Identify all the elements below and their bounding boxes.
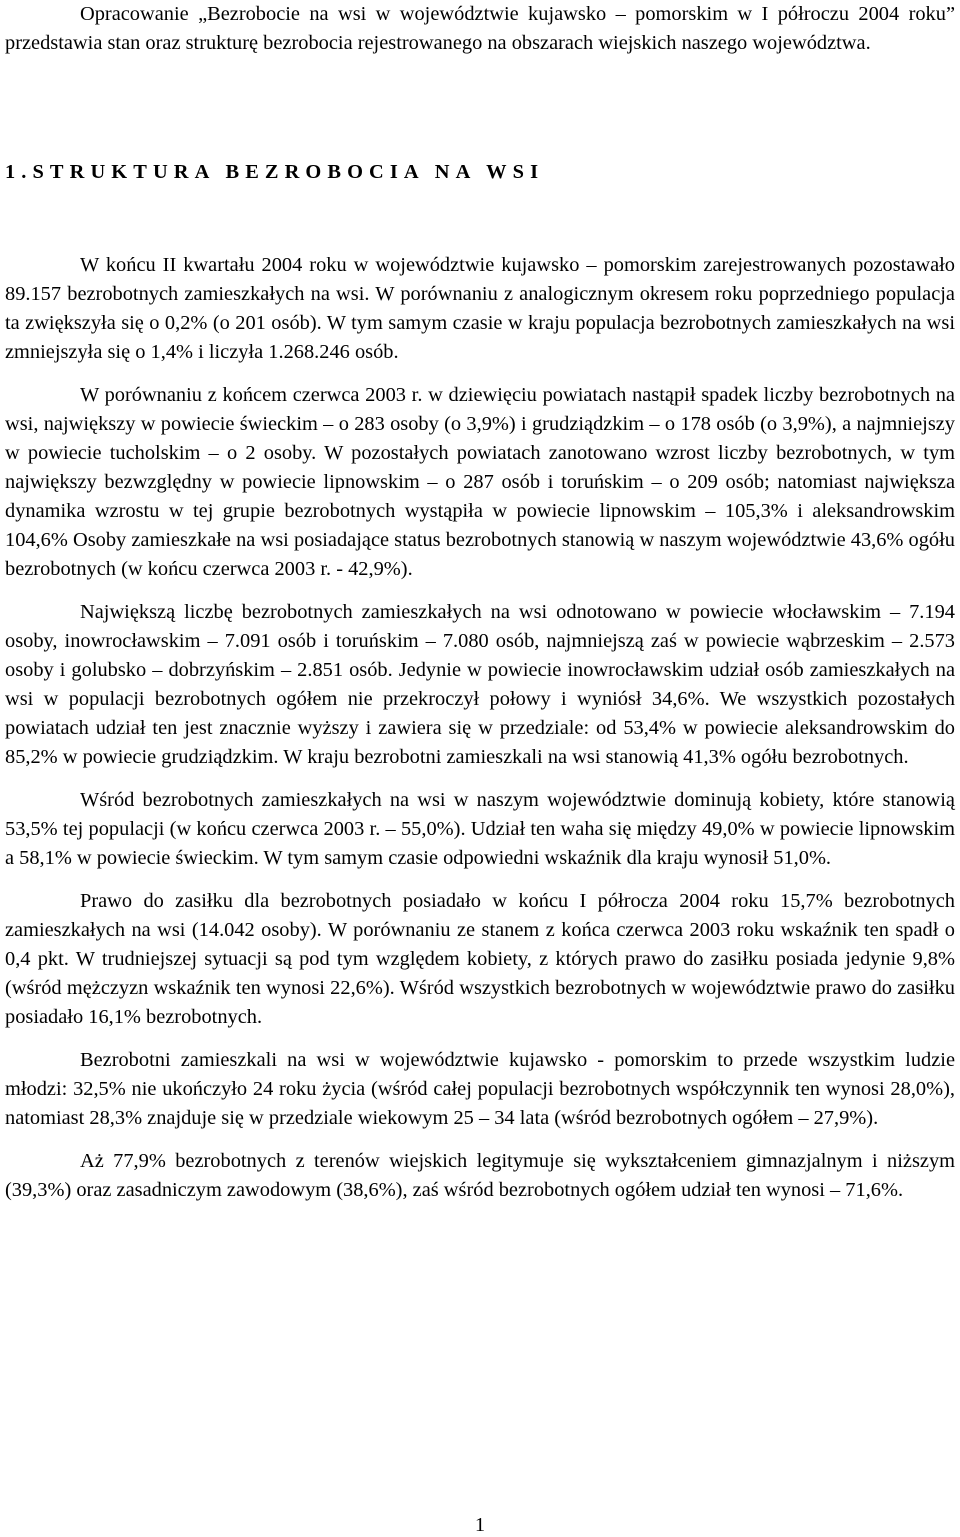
intro-paragraph: Opracowanie „Bezrobocie na wsi w województwie kujawsko – pomorskim w I półroczu 2004 roku” przedstawia stan oraz strukturę bezrobocia rejestrowanego na obszarach wiejskich naszego województwa. xyxy=(5,3,955,54)
paragraph-7: Aż 77,9% bezrobotnych z terenów wiejskich legitymuje się wykształceniem gimnazjalnym i niższym (39,3%) oraz zasadniczym zawodowym (38,6%), zaś wśród bezrobotnych ogółem udział ten wynosi – 71,6%. xyxy=(5,1150,955,1201)
paragraph-1: W końcu II kwartału 2004 roku w województwie kujawsko – pomorskim zarejestrowanych pozostawało 89.157 bezrobotnych zamieszkałych na wsi. W porównaniu z analogicznym okresem roku poprzedniego populacja ta zwiększyła się o 0,2% (o 201 osób). W tym samym czasie w kraju populacja bezrobotnych zamieszkałych na wsi zmniejszyła się o 1,4% i liczyła 1.268.246 osób. xyxy=(5,254,955,363)
document-page xyxy=(5,0,955,1205)
paragraph-5: Prawo do zasiłku dla bezrobotnych posiadało w końcu I półrocza 2004 roku 15,7% bezrobotnych zamieszkałych na wsi (14.042 osoby). W porównaniu ze stanem z końca czerwca 2003 roku wskaźnik ten spadł o 0,4 pkt. W trudniejszej sytuacji są pod tym względem kobiety, z których prawo do zasiłku posiada jedynie 9,8% (wśród mężczyzn wskaźnik ten wynosi 22,6%). Wśród wszystkich bezrobotnych w województwie prawo do zasiłku posiadało 16,1% bezrobotnych. xyxy=(5,890,955,1028)
page-number: 1 xyxy=(474,1514,486,1536)
paragraph-3: Największą liczbę bezrobotnych zamieszkałych na wsi odnotowano w powiecie włocławskim – 7.194 osoby, inowrocławskim – 7.091 osób i toruńskim – 7.080 osób, najmniejszą zaś w powiecie wąbrzeskim – 2.573 osoby i golubsko – dobrzyńskim – 2.851 osób. Jedynie w powiecie inowrocławskim udział osób zamieszkałych na wsi w populacji bezrobotnych ogółem nie przekroczył połowy i wyniósł 34,6%. We wszystkich pozostałych powiatach udział ten jest znacznie wyższy i zawiera się w przedziale: od 53,4% w powiecie aleksandrowskim do 85,2% w powiecie grudziądzkim. W kraju bezrobotni zamieszkali na wsi stanowią 41,3% ogółu bezrobotnych. xyxy=(5,601,955,768)
paragraph-2: W porównaniu z końcem czerwca 2003 r. w dziewięciu powiatach nastąpił spadek liczby bezrobotnych na wsi, największy w powiecie świeckim – o 283 osoby (o 3,9%) i grudziądzkim – o 178 osób (o 3,9%), a najmniejszy w powiecie tucholskim – o 2 osoby. W pozostałych powiatach zanotowano wzrost liczby bezrobotnych, w tym największy bezwzględny w powiecie lipnowskim – o 287 osób i toruńskim – o 209 osób; natomiast największa dynamika wzrostu w tej grupie bezrobotnych wystąpiła w powiecie lipnowskim – 105,3% i aleksandrowskim 104,6% Osoby zamieszkałe na wsi posiadające status bezrobotnych stanowią w naszym województwie 43,6% ogółu bezrobotnych (w końcu czerwca 2003 r. - 42,9%). xyxy=(5,384,955,580)
paragraph-6: Bezrobotni zamieszkali na wsi w województwie kujawsko - pomorskim to przede wszystkim ludzie młodzi: 32,5% nie ukończyło 24 roku życia (wśród całej populacji bezrobotnych współczynnik ten wynosi 28,0%), natomiast 28,3% znajduje się w przedziale wiekowym 25 – 34 lata (wśród bezrobotnych ogółem – 27,9%). xyxy=(5,1049,955,1129)
section-heading: 1.STRUKTURA BEZROBOCIA NA WSI xyxy=(5,161,545,183)
paragraph-4: Wśród bezrobotnych zamieszkałych na wsi w naszym województwie dominują kobiety, które stanowią 53,5% tej populacji (w końcu czerwca 2003 r. – 55,0%). Udział ten waha się między 49,0% w powiecie lipnowskim a 58,1% w powiecie świeckim. W tym samym czasie odpowiedni wskaźnik dla kraju wynosił 51,0%. xyxy=(5,789,955,869)
